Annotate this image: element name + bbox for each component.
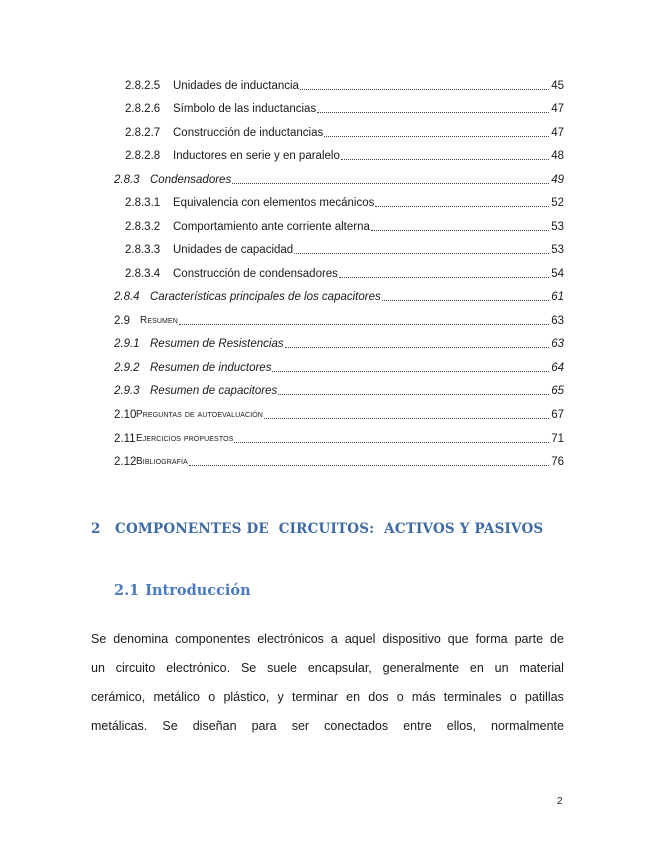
chapter-number: 2 <box>91 521 101 537</box>
toc-entry-title: Equivalencia con elementos mecánicos <box>173 197 375 209</box>
body-paragraph <box>91 625 564 741</box>
toc-entry-title: Inductores en serie y en paralelo <box>173 150 340 162</box>
toc-entry[interactable] <box>125 192 564 210</box>
toc-entry-number: 2.8.3.3 <box>125 244 161 256</box>
toc-leader-dots <box>264 418 549 419</box>
toc-entry-number: 2.8.2.7 <box>125 127 161 139</box>
toc-entry-page: 49 <box>551 174 564 186</box>
toc-entry-number: 2.8.3.1 <box>125 197 161 209</box>
toc-entry-title: Preguntas de autoevaluación <box>136 409 263 420</box>
toc-entry[interactable] <box>125 98 564 116</box>
toc-entry[interactable] <box>114 310 564 328</box>
toc-entry[interactable] <box>125 239 564 257</box>
toc-entry-number: 2.9.1 <box>114 338 140 350</box>
toc-leader-dots <box>382 300 549 301</box>
toc-entry[interactable] <box>114 404 564 422</box>
toc-entry-page: 48 <box>551 150 564 162</box>
toc-entry-title: Resumen <box>140 315 178 326</box>
toc-entry[interactable] <box>125 75 564 93</box>
toc-entry[interactable] <box>114 357 564 375</box>
toc-entry[interactable] <box>114 428 564 446</box>
toc-leader-dots <box>300 89 549 90</box>
toc-entry-page: 71 <box>551 433 564 445</box>
paragraph-line: cerámico, metálico o plástico, y terminar en dos o más terminales o patillas <box>91 690 564 704</box>
toc-entry-number: 2.8.3.2 <box>125 221 161 233</box>
toc-entry-page: 67 <box>551 409 564 421</box>
toc-entry-title: Unidades de capacidad <box>173 244 294 256</box>
toc-entry[interactable] <box>125 216 564 234</box>
toc-leader-dots <box>341 159 549 160</box>
toc-entry-number: 2.10 <box>114 409 137 421</box>
page-number: 2 <box>557 796 563 807</box>
toc-leader-dots <box>189 465 549 466</box>
toc-entry[interactable] <box>114 380 564 398</box>
toc-leader-dots <box>234 442 549 443</box>
toc-entry-number: 2.12 <box>114 456 137 468</box>
toc-entry-title: Construcción de condensadores <box>173 268 338 280</box>
toc-entry[interactable] <box>125 263 564 281</box>
toc-entry-page: 53 <box>551 221 564 233</box>
toc-entry[interactable] <box>114 286 564 304</box>
toc-entry[interactable] <box>114 333 564 351</box>
toc-entry-page: 61 <box>551 291 564 303</box>
toc-entry[interactable] <box>125 145 564 163</box>
toc-entry-page: 54 <box>551 268 564 280</box>
toc-entry-page: 52 <box>551 197 564 209</box>
toc-entry-title: Resumen de Resistencias <box>150 338 284 350</box>
toc-leader-dots <box>232 183 549 184</box>
toc-entry-title: Ejercicios propuestos <box>136 433 234 444</box>
toc-entry-number: 2.8.4 <box>114 291 140 303</box>
paragraph-line: Se denomina componentes electrónicos a aquel dispositivo que forma parte de <box>91 632 564 646</box>
toc-entry-page: 47 <box>551 127 564 139</box>
toc-entry-page: 64 <box>551 362 564 374</box>
toc-entry-title: Resumen de capacitores <box>150 385 278 397</box>
toc-leader-dots <box>371 230 549 231</box>
toc-leader-dots <box>285 347 549 348</box>
toc-entry-page: 65 <box>551 385 564 397</box>
toc-leader-dots <box>272 371 549 372</box>
paragraph-line: un circuito electrónico. Se suele encapsular, generalmente en un material <box>91 661 564 675</box>
toc-entry-number: 2.8.2.5 <box>125 80 161 92</box>
toc-entry[interactable] <box>125 122 564 140</box>
toc-entry-title: Unidades de inductancia <box>173 80 299 92</box>
toc-entry[interactable] <box>114 451 564 469</box>
toc-entry[interactable] <box>114 169 564 187</box>
toc-leader-dots <box>278 394 549 395</box>
toc-entry-number: 2.8.3 <box>114 174 140 186</box>
toc-entry-page: 63 <box>551 338 564 350</box>
toc-entry-title: Condensadores <box>150 174 232 186</box>
toc-entry-title: Bibliografía <box>136 456 188 467</box>
toc-entry-number: 2.9 <box>114 315 130 327</box>
toc-leader-dots <box>339 277 549 278</box>
toc-entry-number: 2.8.3.4 <box>125 268 161 280</box>
section-number: 2.1 <box>114 582 140 599</box>
toc-entry-title: Símbolo de las inductancias <box>173 103 317 115</box>
toc-leader-dots <box>317 112 549 113</box>
toc-leader-dots <box>179 324 549 325</box>
toc-entry-number: 2.9.3 <box>114 385 140 397</box>
toc-entry-number: 2.11 <box>114 433 136 445</box>
toc-entry-title: Comportamiento ante corriente alterna <box>173 221 370 233</box>
toc-entry-page: 53 <box>551 244 564 256</box>
section-heading <box>114 582 251 599</box>
toc-entry-number: 2.8.2.8 <box>125 150 161 162</box>
toc-entry-title: Características principales de los capacitores <box>150 291 381 303</box>
paragraph-line: metálicas. Se diseñan para ser conectados entre ellos, normalmente <box>91 719 564 733</box>
toc-entry-title: Resumen de inductores <box>150 362 272 374</box>
toc-leader-dots <box>324 136 549 137</box>
toc-leader-dots <box>375 206 549 207</box>
chapter-title: COMPONENTES DE CIRCUITOS: ACTIVOS Y PASIVOS <box>115 521 544 537</box>
toc-entry-page: 45 <box>551 80 564 92</box>
toc-entry-number: 2.9.2 <box>114 362 140 374</box>
toc-entry-number: 2.8.2.6 <box>125 103 161 115</box>
toc-entry-page: 63 <box>551 315 564 327</box>
chapter-heading <box>91 521 543 537</box>
toc-leader-dots <box>294 253 549 254</box>
toc-entry-title: Construcción de inductancias <box>173 127 324 139</box>
toc-entry-page: 76 <box>551 456 564 468</box>
section-title: Introducción <box>145 582 251 599</box>
toc-entry-page: 47 <box>551 103 564 115</box>
